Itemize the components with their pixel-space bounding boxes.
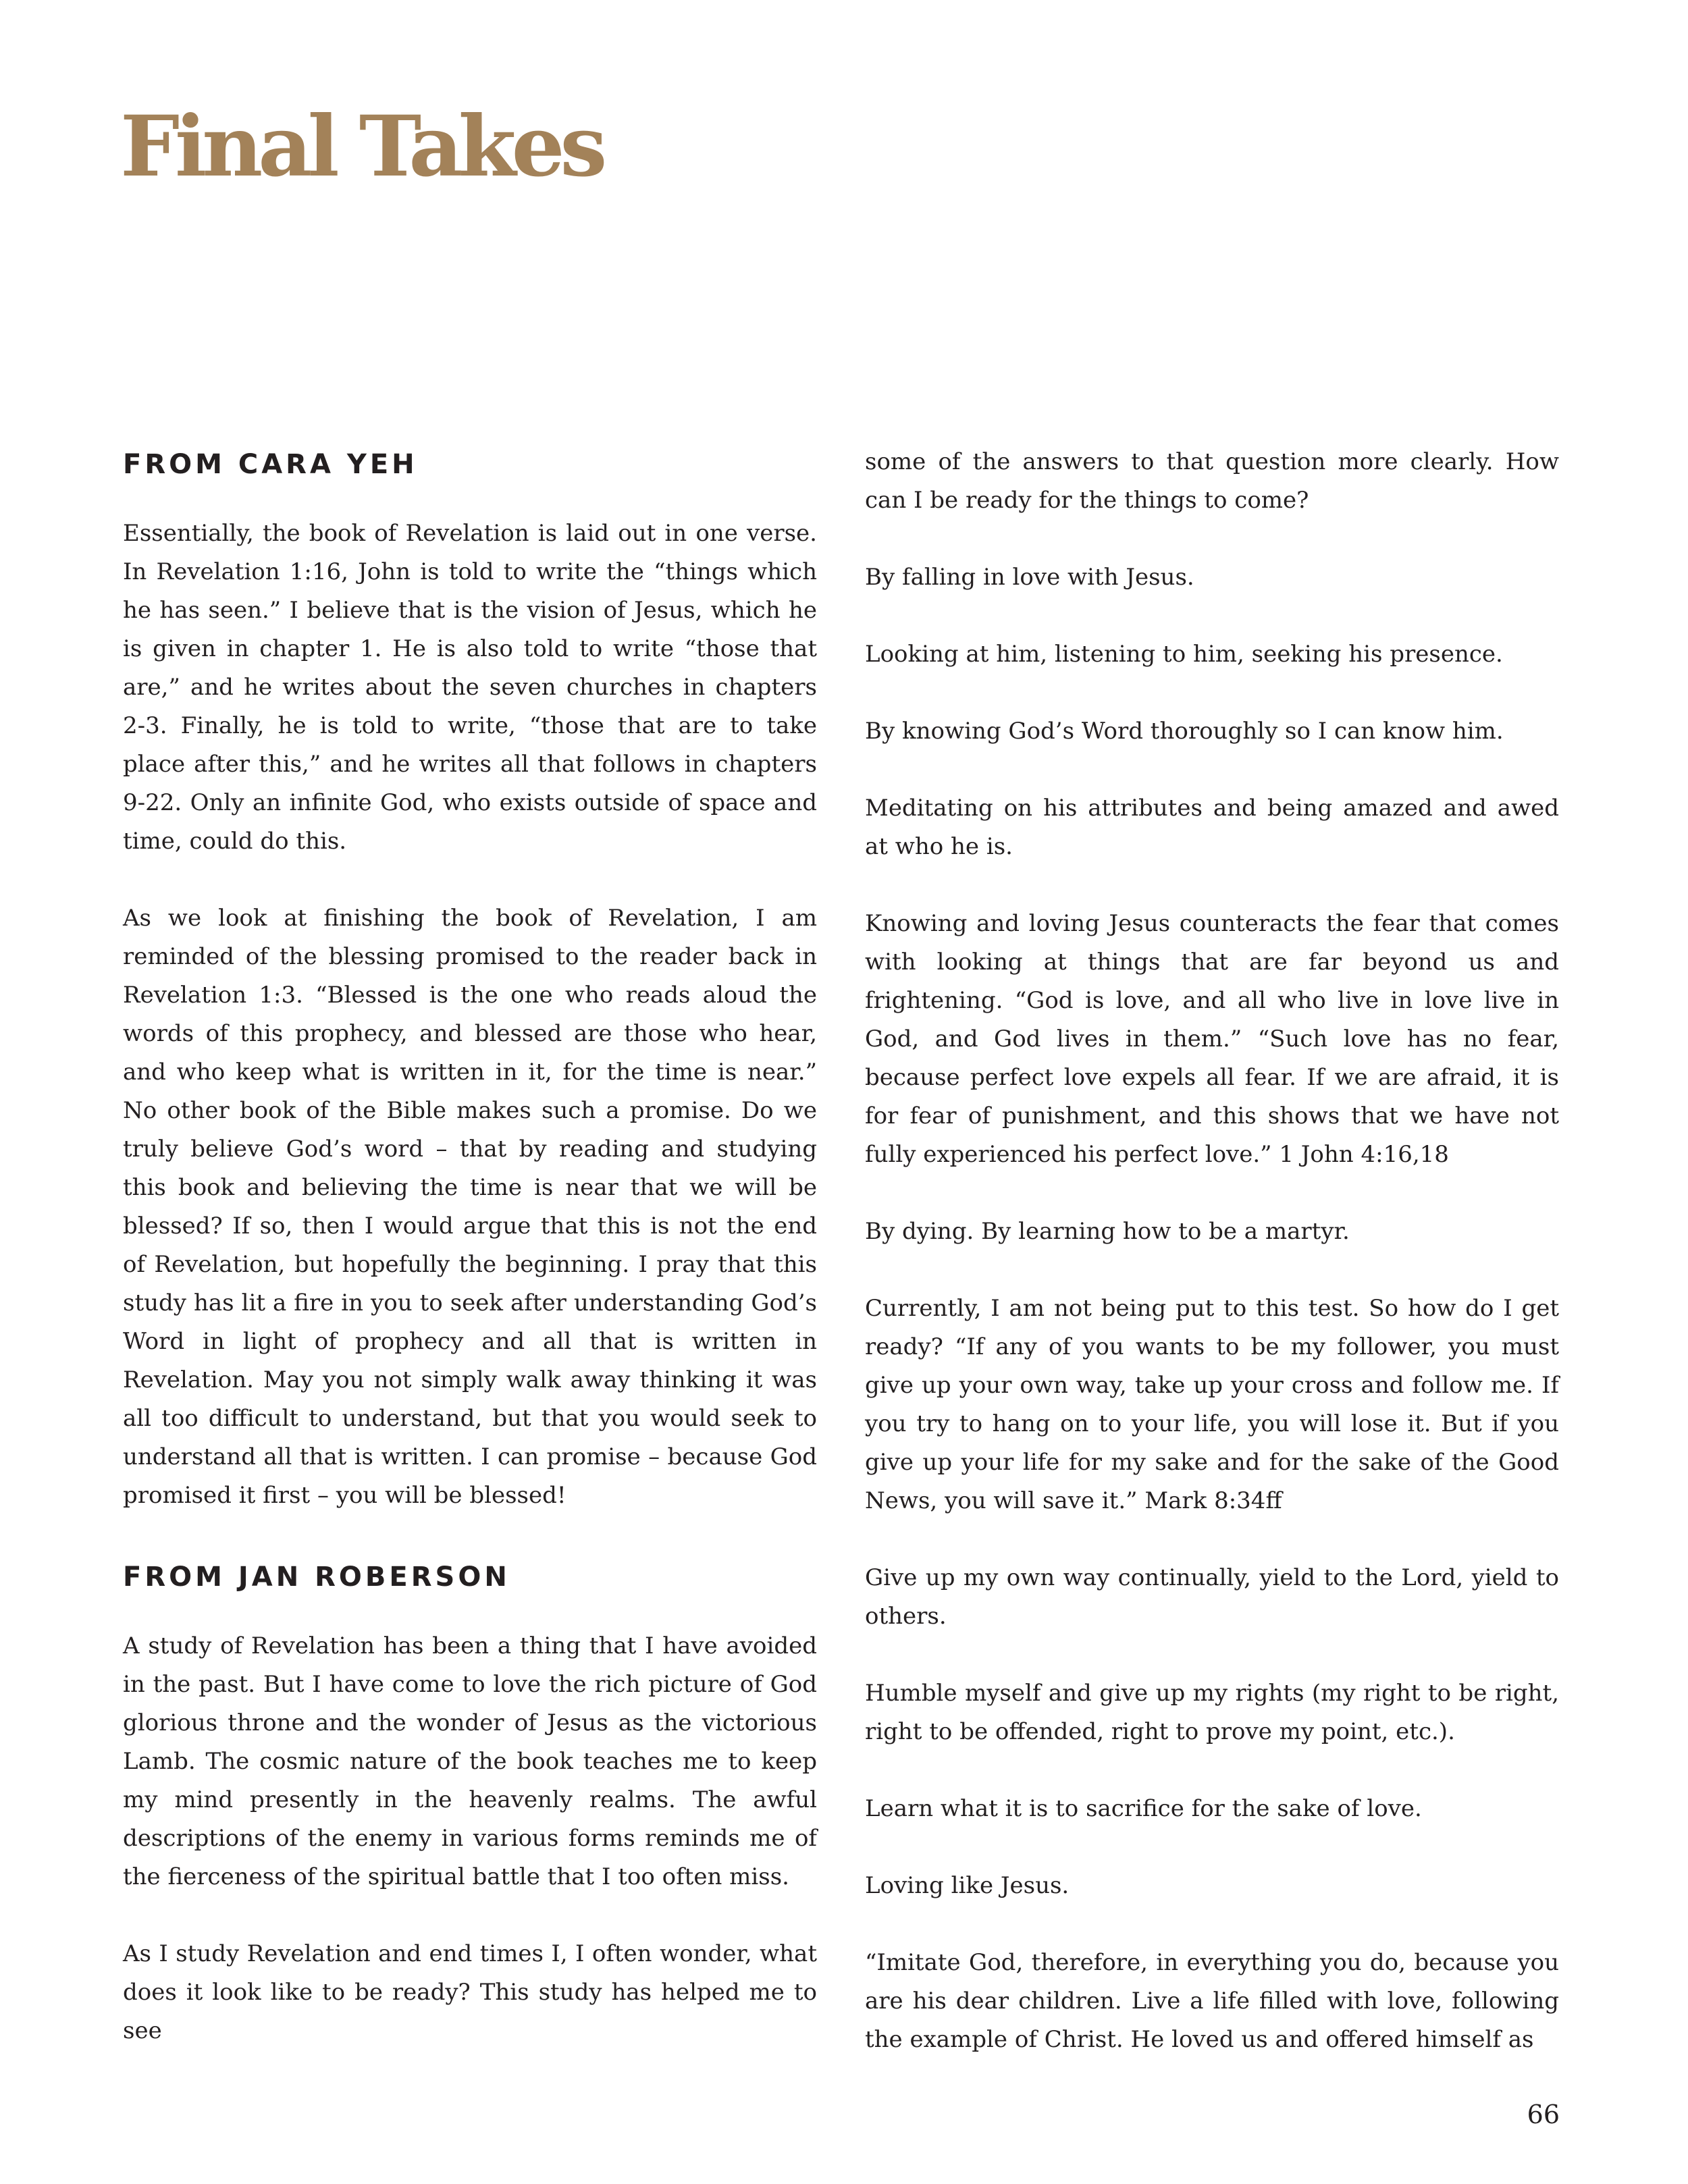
paragraph: As we look at finishing the book of Revelation, I am reminded of the blessing promised to the reader back in Revelation 1:3. “Blessed is the one who reads aloud the words of this prophecy, and blessed are those who hear, and who keep what is written in it, for the time is near.” No other book of the Bible makes such a promise. Do we truly believe God’s word – that by reading and studying this book and believing the time is near that we will be blessed? If so, then I would argue that this is not the end of Revelation, but hopefully the beginning. I pray that this study has lit a fire in you to seek after understanding God’s Word in light of prophecy and all that is written in Revelation. May you not simply walk away thinking it was all too difficult to understand, but that you would seek to understand all that is written. I can promise – because God promised it first – you will be blessed! — [123, 905, 817, 1509]
section-divider — [123, 1515, 817, 1558]
section-heading-cara-yeh: FROM CARA YEH — [123, 449, 418, 480]
paragraph: Meditating on his attributes and being amazed and awed at who he is. — [865, 795, 1559, 860]
paragraph: By knowing God’s Word thoroughly so I can know him. — [865, 718, 1504, 745]
paragraph: some of the answers to that question more clearly. How can I be ready for the things to come? — [865, 448, 1559, 514]
paragraph: Give up my own way continually, yield to the Lord, yield to others. — [865, 1564, 1559, 1630]
paragraph: By falling in love with Jesus. — [865, 564, 1194, 591]
paragraph: By dying. By learning how to be a martyr. — [865, 1218, 1350, 1245]
section-heading-jan-roberson: FROM JAN ROBERSON — [123, 1562, 510, 1593]
page-title: Final Takes — [120, 98, 603, 196]
paragraph: Loving like Jesus. — [865, 1872, 1070, 1899]
paragraph: Essentially, the book of Revelation is laid out in one verse. In Revelation 1:16, John is told to write the “things which he has seen.” I believe that is the vision of Jesus, which he is given in chapter 1. He is also told to write “those that are,” and he writes about the seven churches in chapters 2-3. Finally, he is told to write, “those that are to take place after this,” and he writes all that follows in chapters 9-22. Only an infinite God, who exists outside of space and time, could do this. — [123, 520, 817, 855]
paragraph: Looking at him, listening to him, seeking his presence. — [865, 641, 1503, 668]
paragraph: Learn what it is to sacrifice for the sake of love. — [865, 1795, 1422, 1822]
page-number: 66 — [1527, 2100, 1560, 2129]
paragraph: Currently, I am not being put to this test. So how do I get ready? “If any of you wants to be my follower, you must give up your own way, take up your cross and follow me. If you try to hang on to your life, you will lose it. But if you give up your life for my sake and for the sake of the Good News, you will save it.” Mark 8:34ff — [865, 1295, 1559, 1514]
paragraph: A study of Revelation has been a thing that I have avoided in the past. But I have come to love the rich picture of God glorious throne and the wonder of Jesus as the victorious Lamb. The cosmic nature of the book teaches me to keep my mind presently in the heavenly realms. The awful descriptions of the enemy in various forms reminds me of the fierceness of the spiritual battle that I too often miss. — [123, 1632, 817, 1890]
left-column — [123, 446, 817, 2050]
paragraph: As I study Revelation and end times I, I often wonder, what does it look like to be ready? This study has helped me to see — [123, 1940, 817, 2044]
right-column — [865, 443, 1559, 2059]
paragraph: Humble myself and give up my rights (my right to be right, right to be offended, right to prove my point, etc.). — [865, 1680, 1559, 1745]
paragraph: Knowing and loving Jesus counteracts the fear that comes with looking at things that are far beyond us and frightening. “God is love, and all who live in love live in God, and God lives in them.” “Such love has no fear, because perfect love expels all fear. If we are afraid, it is for fear of punishment, and this shows that we have not fully experienced his perfect love.” 1 John 4:16,18 — [865, 910, 1559, 1168]
paragraph: “Imitate God, therefore, in everything you do, because you are his dear children. Live a life filled with love, following the example of Christ. He loved us and offered himself as — [865, 1949, 1559, 2053]
